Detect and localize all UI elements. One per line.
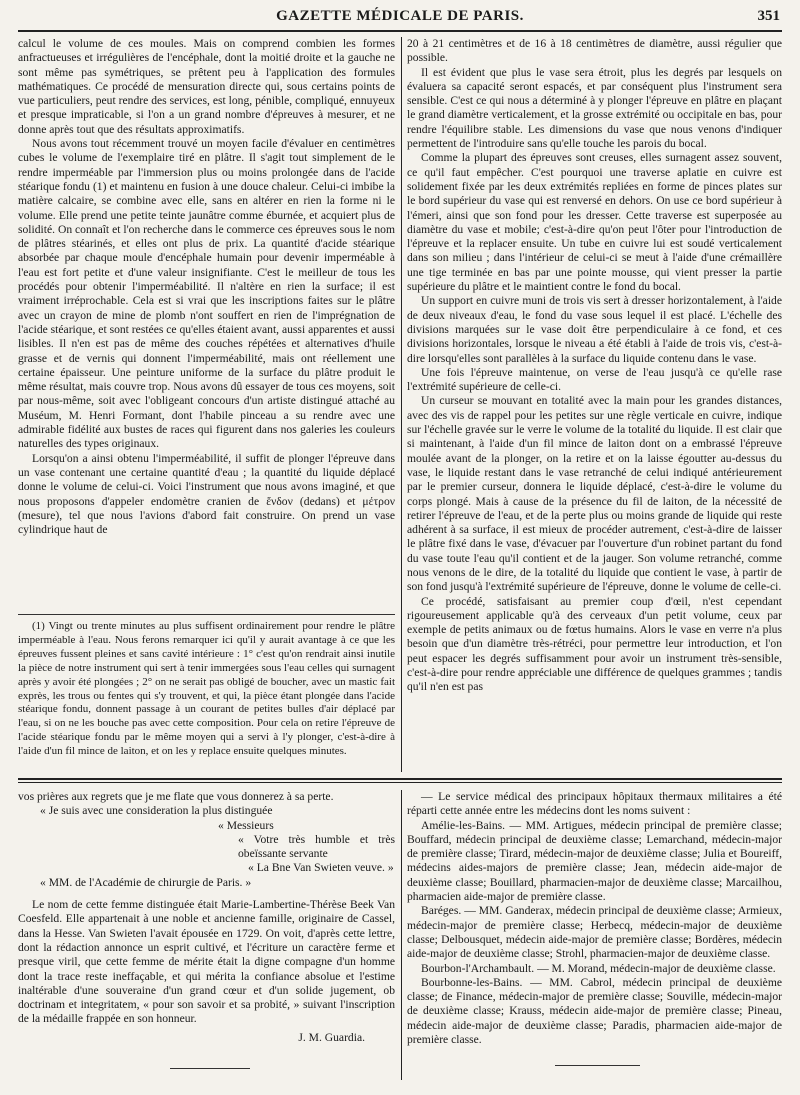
hospital-entry: Amélie-les-Bains. — MM. Artigues, médecin principal de première classe; Bouffard, médecin principal de deuxième classe; Lemarchand, médecin-major de première classe; Tirard, médecin-major de deuxième classe; Julia et Boureiff, médecins aides-majors de première classe; Jean, médecin aide-major de deuxième classe; Bouillard, pharmacien-major de deuxième classe; Marcailhou, pharmacien aide-major de première classe. (407, 818, 782, 904)
article-paragraph: Un curseur se mouvant en totalité avec la main pour les grandes distances, avec des vis de rappel pour les petites sur une règle verticale en cuivre, indique sur l'échelle gravée sur le verre le volume de la totalité du liquide. Il est clair que si maintenant, à l'aide d'un fil mince de laiton dont on a embrassé l'épreuve moulée avant de la plonger, on la retire et on la laisse égoutter au-dessus du vase, le liquide restant dans le vase retranché de celui indiqué antérieurement par le premier curseur, donnera le liquide déplacé, c'est-à-dire le volume du corps plongé. Mais à cause de la présence du fil de laiton, de la nécessité de retirer l'épreuve de l'eau, et de la perte plus ou moins grande de liquide qui reste adhérent à sa surface, il est mieux de procéder autrement, c'est-à-dire de laisser le plâtre fixé dans le vase, d'évacuer par l'ouverture d'un robinet partant du fond du vase toute l'eau qu'il contient et de la jauger. Son volume retranché, comme nous venons de le dire, de la totalité du liquide que contient le vase, à partir de son fond jusqu'à l'extrémité supérieure de l'épreuve, donne le volume de celle-ci. (407, 394, 782, 594)
footnote (18, 620, 395, 770)
header-rule (18, 30, 782, 32)
article-left-column (18, 37, 395, 609)
journal-title: GAZETTE MÉDICALE DE PARIS. (276, 8, 524, 24)
letter-line: « Je suis avec une consideration la plus distinguée (40, 804, 273, 818)
notice-intro: — Le service médical des principaux hôpitaux thermaux militaires a été réparti cette année entre les médecins dont les noms suivent : (407, 790, 782, 818)
hospital-entry: Bourbonne-les-Bains. — MM. Cabrol, médecin principal de deuxième classe; de Finance, médecin-major de première classe; Souville, médecin-major de deuxième classe; Krauss, médecin aide-major de première classe; Pineau, médecin aide-major de deuxième classe; Paradis, pharmacien aide-major de première classe. (407, 975, 782, 1047)
article-paragraph: Comme la plupart des épreuves sont creuses, elles surnagent assez souvent, ce qu'il faut empêcher. C'est pourquoi une traverse aplatie en cuivre est solidement fixée par les deux extrémités repliées en forme de pinces plates sur le bord supérieur du vase qui est renversé en dehors. On use ce bord supérieur à l'émeri, ainsi que son fond pour les dresser. Cette traverse est superposée au diamètre du vase et mobile; c'est-à-dire qu'on peut l'ôter pour l'introduction de l'épreuve et la replacer ensuite. Un tube en cuivre lui est soudé verticalement dans son milieu ; dans l'intérieur de celui-ci se meut à l'aide d'une crémaillère une tige terminée en bas par une pointe mousse, qui vient presser la partie supérieure du plâtre et le maintient contre le fond du bocal. (407, 151, 782, 294)
section-separator (18, 778, 782, 780)
page-number: 351 (757, 8, 780, 24)
section-separator-thin (18, 782, 782, 783)
hospital-entry: Bourbon-l'Archambault. — M. Morand, médecin-major de deuxième classe. (421, 961, 776, 975)
article-paragraph: Une fois l'épreuve maintenue, on verse de l'eau jusqu'à ce qu'elle rase l'extrémité supérieure de celle-ci. (407, 365, 782, 394)
letter-intro: vos prières aux regrets que je me flate que vous donnerez à sa perte. (18, 790, 334, 803)
article-paragraph: calcul le volume de ces moules. Mais on comprend combien les formes anfractueuses et irrégulières de l'encéphale, dont la moitié droite et la gauche ne sont même pas symétriques, se prêtent peu à l'application des formules mathématiques. Ce procédé de mensuration directe qui, sous certains points de vue particuliers, peut rendre des services, est long, pénible, compliqué, ennuyeux et presque impraticable, si l'on a un grand nombre d'épreuves à mesurer, et ne donne après tout que des résultats approximatifs. (18, 37, 395, 136)
article-paragraph: Un support en cuivre muni de trois vis sert à dresser horizontalement, à l'aide de deux niveaux d'eau, le fond du vase sous lequel il est placé. L'échelle des divisions marquées sur le vase doit être perpendiculaire à ce fond, et ces divisions horizontales, lorsque le niveau a été établi à l'aide de trois vis, c'est-à-dire lorsqu'elles sont parallèles à la surface du liquide contenu dans le vase. (407, 294, 782, 365)
letter-line: « Messieurs (218, 818, 274, 832)
letter-commentary: Le nom de cette femme distinguée était Marie-Lambertine-Thérèse Beek Van Coesfeld. Elle appartenait à une noble et ancienne famille, originaire de Cassel, dans la Hesse. Van Swieten l'avait épousée en 1729. On voit, d'après cette lettre, dont la rédaction annonce un esprit cultivé, et l'écriture un caractère ferme et presque viril, que cette femme de mérite était la digne compagne d'un homme dont la trace reste ineffaçable, et qui mérita la confiance absolue et l'estime inaltérable d'une souveraine d'un grand cœur et d'un solide jugement, ob doctrinam et integritatem, « pour son savoir et sa probité, » suivant l'inscription de la médaille frappée en son honneur. (18, 898, 395, 1026)
letter-line: « MM. de l'Académie de chirurgie de Paris. » (40, 875, 252, 889)
end-rule-left (170, 1068, 250, 1069)
hospital-entry: Baréges. — MM. Ganderax, médecin principal de deuxième classe; Armieux, médecin-major de première classe; Herbecq, médecin-major de deuxième classe; Delbousquet, médecin aide-major de première classe; Bordères, médecin aide-major de deuxième classe; Strohl, pharmacien-major de deuxième classe. (407, 904, 782, 961)
column-divider-upper (401, 37, 402, 772)
article-right-column (407, 37, 782, 772)
page-header (18, 6, 782, 28)
letter-signature-line: « La Bne Van Swieten veuve. » (248, 861, 394, 875)
letter-column (18, 790, 395, 1068)
article-paragraph: 20 à 21 centimètres et de 16 à 18 centimètres de diamètre, aussi régulier que possible. (407, 37, 782, 65)
column-divider-lower (401, 790, 402, 1080)
letter-line: « Votre très humble et très obeïssante servante (238, 832, 395, 861)
article-paragraph: Nous avons tout récemment trouvé un moyen facile d'évaluer en centimètres cubes le volume de l'exemplaire tiré en plâtre. Il s'agit tout simplement de le rendre imperméable par l'immersion plus ou moins prolongée dans de l'acide stéarique fondu (1) et maintenu en fusion à une douce chaleur. Celui-ci imbibe la matière calcaire, se combine avec elle, sans en altérer en rien la forme ni le volume. Elle prend une petite teinte jaunâtre comme éburnée, et acquiert plus de solidité. On connaît et l'on recherche dans le commerce ces épreuves sous le nom de plâtres stéarinés, et elles ont plus de prix. La quantité d'acide stéarique absorbée par chaque moule d'encéphale humain pour devenir imperméable à l'eau est fort petite et d'une valeur insignifiante. C'est le meilleur de tous les procédés pour obtenir l'imperméabilité. Il n'altère en rien la surface; il est vraiment irréprochable. Cela est si vrai que les inscriptions faites sur le plâtre avec un crayon de mine de plomb n'ont souffert en rien de l'imprégnation de l'acide stéarique, et sont restées ce qu'elles étaient avant, aussi apparentes et aussi lisibles. Il n'en est pas de même des couches répétées et alternatives d'huile grasse et de vernis qui donnent l'imperméabilité, mais ont réellement une certaine épaisseur. Une peinture uniforme de la surface du plâtre produit le même résultat, mais couvre trop. Nous avons dû essayer de tous ces moyens, soit par nous-même, soit avec l'obligeant concours d'un artiste distingué attaché au Muséum, M. Henri Formant, dont l'habile pinceau a su rendre avec une admirable fidélité aux bustes de races qui figurent dans nos galeries les couleurs naturelles des types originaux. (18, 137, 395, 451)
article-paragraph: Lorsqu'on a ainsi obtenu l'imperméabilité, il suffit de plonger l'épreuve dans un vase contenant une certaine quantité d'eau ; la quantité du liquide déplacé donne le volume de celui-ci. Voici l'instrument que nous avons imaginé, et que nous proposons d'appeler endomètre cranien de ἔνδον (dedans) et μέτρον (mesure), tel que nous l'avions d'abord fait construire. On prend un vase cylindrique haut de (18, 451, 395, 537)
author-signature: J. M. Guardia. (298, 1030, 365, 1044)
thermal-hospitals-column (407, 790, 782, 1055)
footnote-text: (1) Vingt ou trente minutes au plus suffisent ordinairement pour rendre le plâtre imperméable à l'eau. Nous ferons remarquer ici qu'il y aurait avantage à ce que les épreuves fussent pleines et sans cavité intérieure : 1° c'est qu'on rendrait ainsi inutile la pièce de notre instrument qui sert à tenir immergées sous l'eau celles qui surnagent après y avoir été plongées ; 2° on ne serait pas obligé de boucher, avec un mastic fait exprès, les trous ou fentes qui s'y trouvent, et qui, la pièce étant plongée dans l'acide stéarique fondu, donnent passage à un courant de petites bulles d'air déplacé par l'eau, si on ne les bouche pas avec cette composition. Pour cela on retire l'épreuve de l'acide stéarique fondu par le même moyen qui a servi à l'y plonger, c'est-à-dire à l'aide d'un fil mince de laiton, et on les y replace ensuite quelques minutes. (18, 620, 395, 758)
footnote-separator (18, 614, 395, 615)
article-paragraph: Il est évident que plus le vase sera étroit, plus les degrés par lesquels on évaluera sa capacité seront espacés, et par conséquent plus l'instrument sera sensible. C'est ce qui nous a déterminé à y plonger l'épreuve en plâtre en plaçant le grand diamètre verticalement, et la grosse extrémité ou occipitale en bas, pour rendre l'équilibre stable. Les dimensions du vase que nous venons d'indiquer permettent de l'introduire sans qu'elle touche les parois du bocal. (407, 65, 782, 151)
end-rule-right (555, 1065, 640, 1066)
article-paragraph: Ce procédé, satisfaisant au premier coup d'œil, n'est cependant rigoureusement applicable qu'à des cerveaux d'un petit volume, ceux par exemple de petits animaux ou de fœtus humains. Alors le vase en verre n'a plus besoin que d'un diamètre très-rétréci, pour permettre leur introduction, et l'on peut espacer les degrés suffisamment pour avoir un instrument très-sensible, c'est-à-dire pour rendre appréciable une différence de quelques grammes ; tandis qu'il n'en est pas (407, 594, 782, 694)
